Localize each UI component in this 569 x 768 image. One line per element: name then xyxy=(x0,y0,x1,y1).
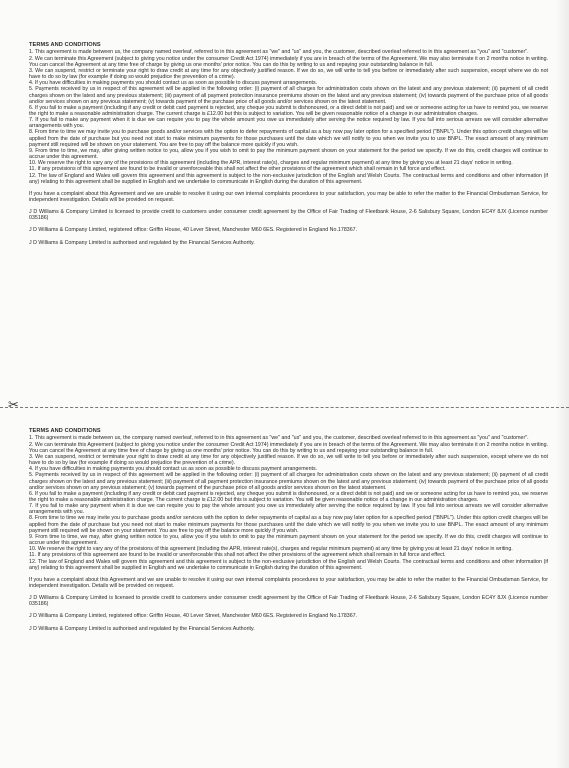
licence-paragraph: J D Williams & Company Limited is licensed to provide credit to customers under consumer credit agreement by the Office of Fair Trading of Fleetbank House, 2-6 Salisbury Square, London EC4Y 8JX (Licence number 035186) xyxy=(29,209,548,222)
term-item: 2. We can terminate this Agreement (subject to giving you notice under the consumer Credit Act 1974) immediately if you are in breach of the terms of the Agreement. We may also terminate it on 2 months notice in writing. You can cancel the Agreement at any time free of charge by giving us one months' prior notice. You can do this by writing to us and repaying your outstanding balance in full. xyxy=(29,441,548,454)
term-item: 10. We reserve the right to vary any of the provisions of this agreement (including the APR, interest rate(s), charges and regular minimum payment) at any time by giving you at least 21 days' notice in writing. xyxy=(29,160,513,167)
registered-office-paragraph: J D Williams & Company Limited, registered office: Griffin House, 40 Lever Street, Manchester M60 6ES. Registered in England No.178367. xyxy=(29,613,358,620)
terms-heading: TERMS AND CONDITIONS xyxy=(29,42,101,48)
term-item: 8. From time to time we may invite you to purchase goods and/or services with the option to defer repayments of capital as a buy now pay later option for a specified period ("BNPL"). Under this option credit charges will be applied from the date of purchase but you need not start to make minimum payments for those purchases until the date which we will notify to you when we invite you to use BNPL. The exact amount of any minimum payment still required will be shown on your statement. You are free to pay off the balance more quickly if you wish. xyxy=(29,129,548,148)
term-item: 3. We can suspend, restrict or terminate your right to draw credit at any time for any objectively justified reason. If we do so, we will write to tell you before or immediately after such suspension, except where we do not have to do so by law (for example if doing so would prejudice the prevention of a crime). xyxy=(29,453,548,467)
complaint-paragraph: If you have a complaint about this Agreement and we are unable to resolve it using our own internal complaints procedures to your satisfaction, you may be able to refer the matter to the Financial Ombudsman Service, for independent investigation. Details will be provided on request. xyxy=(29,576,548,589)
term-item: 6. If you fail to make a payment (including if any credit or debit card payment is rejected, any cheque you submit is dishonoured, or a direct debit is not paid) and we or someone acting for us have to remind you, we reserve the right to make a reasonable administration charge. The current charge is £12.00 but this is subject to variation. You will be given reasonable notice of a change in our administration charges. xyxy=(29,104,548,117)
authorised-paragraph: J D Williams & Company Limited is authorised and regulated by the Financial Services Authority. xyxy=(29,239,255,246)
term-item: 4. If you have difficulties in making payments you should contact us as soon as possible to discuss payment arrangements. xyxy=(29,466,318,473)
term-item: 4. If you have difficulties in making payments you should contact us as soon as possible to discuss payment arrangements. xyxy=(29,80,318,87)
complaint-paragraph: If you have a complaint about this Agreement and we are unable to resolve it using our own internal complaints procedures to your satisfaction, you may be able to refer the matter to the Financial Ombudsman Service, for independent investigation. Details will be provided on request. xyxy=(29,190,548,203)
term-item: 7. If you fail to make any payment when it is due we can require you to pay the whole amount you owe us immediately after serving the notice required by law. If you fall into serious arrears we will consider alternative arrangements with you. xyxy=(29,503,548,516)
term-item: 2. We can terminate this Agreement (subject to giving you notice under the consumer Credit Act 1974) immediately if you are in breach of the terms of the Agreement. We may also terminate it on 2 months notice in writing. You can cancel the Agreement at any time free of charge by giving us one months' prior notice. You can do this by writing to us and repaying your outstanding balance in full. xyxy=(29,55,548,68)
term-item: 5. Payments received by us in respect of this agreement will be applied in the following order: (i) payment of all charges for administration costs shown on the latest and any previous statement; (ii) payment of all credit charges shown on the latest and any previous statement; (iii) payment of all payment protection insurance premiums shown on the latest and any previous statement; (iv) towards payment of the purchase price of all goods and/or services shown on any previous statement; (v) towards payment of the purchase price of all goods and/or services shown on the latest statement. xyxy=(29,472,548,491)
term-item: 8. From time to time we may invite you to purchase goods and/or services with the option to defer repayments of capital as a buy now pay later option for a specified period ("BNPL"). Under this option credit charges will be applied from the date of purchase but you need not start to make minimum payments for those purchases until the date which we will notify to you when we invite you to use BNPL. The exact amount of any minimum payment still required will be shown on your statement. You are free to pay off the balance more quickly if you wish. xyxy=(29,515,548,534)
registered-office-paragraph: J D Williams & Company Limited, registered office: Griffin House, 40 Lever Street, Manchester M60 6ES. Registered in England No.178367. xyxy=(29,227,358,234)
term-item: 1. This agreement is made between us, the company named overleaf, referred to in this agreement as "we" and "us" and you, the customer, described overleaf referred to in this agreement as "you" and "customer". xyxy=(29,435,529,442)
term-item: 11. If any provisions of this agreement are found to be invalid or unenforceable this shall not affect the other provisions of the agreement which shall remain in full force and effect. xyxy=(29,166,446,173)
term-item: 10. We reserve the right to vary any of the provisions of this agreement (including the APR, interest rate(s), charges and regular minimum payment) at any time by giving you at least 21 days' notice in writing. xyxy=(29,546,513,553)
term-item: 12. The law of England and Wales will govern this agreement and this agreement is subject to the non-exclusive jurisdiction of the English and Welsh Courts. The contractual terms and conditions and other information (if any) relating to this agreement shall be supplied in English and we undertake to communicate in English during the duration of this agreement. xyxy=(29,172,548,185)
terms-list xyxy=(29,435,548,570)
terms-heading: TERMS AND CONDITIONS xyxy=(29,428,101,434)
scissors-icon: ✂ xyxy=(8,398,19,413)
terms-list xyxy=(29,49,548,184)
term-item: 3. We can suspend, restrict or terminate your right to draw credit at any time for any objectively justified reason. If we do so, we will write to tell you before or immediately after such suspension, except where we do not have to do so by law (for example if doing so would prejudice the prevention of a crime). xyxy=(29,67,548,81)
licence-paragraph: J D Williams & Company Limited is licensed to provide credit to customers under consumer credit agreement by the Office of Fair Trading of Fleetbank House, 2-6 Salisbury Square, London EC4Y 8JX (Licence number 035186) xyxy=(29,595,548,608)
page-edge-shadow xyxy=(555,0,569,768)
terms-section-bottom xyxy=(29,428,548,632)
cut-line xyxy=(0,407,569,408)
term-item: 9. From time to time, we may, after giving written notice to you, allow you if you wish to omit to pay the minimum payment shown on your statement for the period we specify. If we do this, credit charges will continue to accrue under this agreement. xyxy=(29,147,548,161)
term-item: 11. If any provisions of this agreement are found to be invalid or unenforceable this shall not affect the other provisions of the agreement which shall remain in full force and effect. xyxy=(29,552,446,559)
term-item: 9. From time to time, we may, after giving written notice to you, allow you if you wish to omit to pay the minimum payment shown on your statement for the period we specify. If we do this, credit charges will continue to accrue under this agreement. xyxy=(29,533,548,547)
term-item: 1. This agreement is made between us, the company named overleaf, referred to in this agreement as "we" and "us" and you, the customer, described overleaf referred to in this agreement as "you" and "customer". xyxy=(29,49,529,56)
authorised-paragraph: J D Williams & Company Limited is authorised and regulated by the Financial Services Authority. xyxy=(29,625,255,632)
term-item: 12. The law of England and Wales will govern this agreement and this agreement is subject to the non-exclusive jurisdiction of the English and Welsh Courts. The contractual terms and conditions and other information (if any) relating to this agreement shall be supplied in English and we undertake to communicate in English during the duration of this agreement. xyxy=(29,558,548,571)
term-item: 6. If you fail to make a payment (including if any credit or debit card payment is rejected, any cheque you submit is dishonoured, or a direct debit is not paid) and we or someone acting for us have to remind you, we reserve the right to make a reasonable administration charge. The current charge is £12.00 but this is subject to variation. You will be given reasonable notice of a change in our administration charges. xyxy=(29,490,548,503)
term-item: 5. Payments received by us in respect of this agreement will be applied in the following order: (i) payment of all charges for administration costs shown on the latest and any previous statement; (ii) payment of all credit charges shown on the latest and any previous statement; (iii) payment of all payment protection insurance premiums shown on the latest and any previous statement; (iv) towards payment of the purchase price of all goods and/or services shown on any previous statement; (v) towards payment of the purchase price of all goods and/or services shown on the latest statement. xyxy=(29,86,548,105)
terms-section-top xyxy=(29,42,548,246)
term-item: 7. If you fail to make any payment when it is due we can require you to pay the whole amount you owe us immediately after serving the notice required by law. If you fall into serious arrears we will consider alternative arrangements with you. xyxy=(29,117,548,130)
